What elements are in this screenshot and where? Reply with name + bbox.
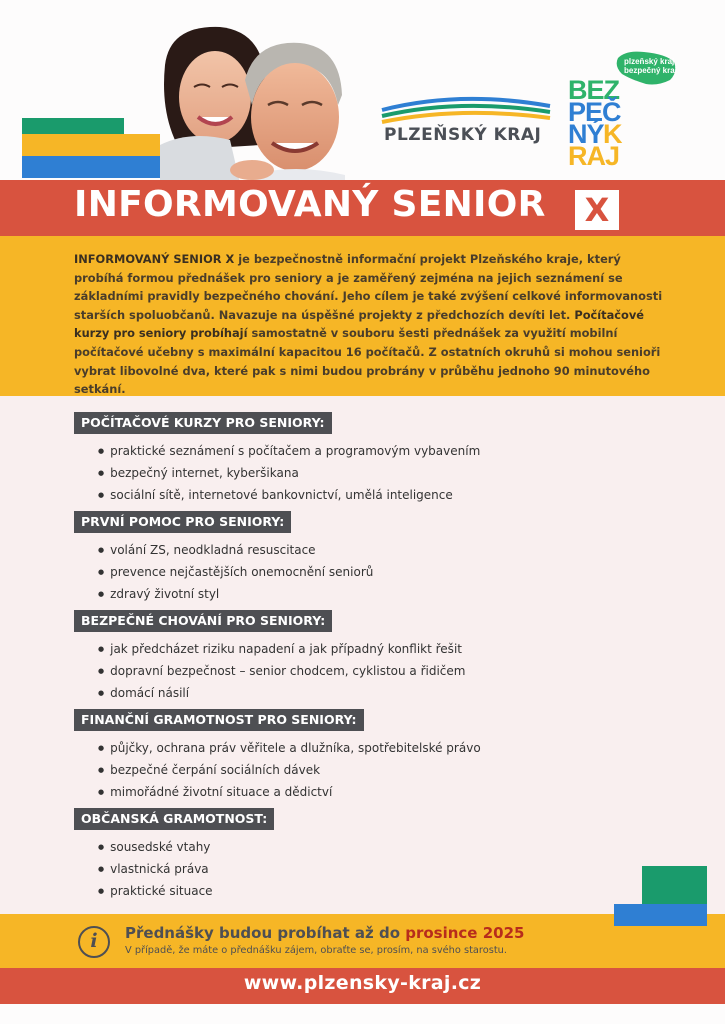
bezpecny-kraj-logo xyxy=(566,50,684,170)
list-item: ● bezpečné čerpání sociálních dávek xyxy=(98,760,481,782)
bezpecny-kraj-tag-2: bezpečný kraj xyxy=(624,66,677,75)
section-safe-behavior xyxy=(74,610,465,705)
list-item: ● dopravní bezpečnost – senior chodcem, cyklistou a řidičem xyxy=(98,661,465,683)
section-computer-courses xyxy=(74,412,480,507)
section-civic-literacy xyxy=(74,808,274,903)
title-x-badge: X xyxy=(575,190,619,230)
info-subtitle: V případě, že máte o přednášku zájem, obraťte se, prosím, na svého starostu. xyxy=(125,945,508,956)
list-item: ● praktické situace xyxy=(98,881,274,903)
intro-paragraph xyxy=(74,250,674,399)
page-title: INFORMOVANÝ SENIOR xyxy=(74,184,546,225)
list-item: ● praktické seznámení s počítačem a programovým vybavením xyxy=(98,441,480,463)
intro-bold-1: INFORMOVANÝ SENIOR X xyxy=(74,252,235,266)
list-item: ● sousedské vtahy xyxy=(98,837,274,859)
section-financial-literacy xyxy=(74,709,481,804)
section-list xyxy=(98,639,465,705)
list-item: ● půjčky, ochrana práv věřitele a dlužníka, spotřebitelské právo xyxy=(98,738,481,760)
decor-block-blue xyxy=(614,904,707,926)
bezpecny-kraj-word-1: BEZ xyxy=(568,75,619,105)
list-item: ● zdravý životní styl xyxy=(98,584,373,606)
info-icon: i xyxy=(78,926,110,958)
list-item: ● volání ZS, neodkladná resuscitace xyxy=(98,540,373,562)
seniors-couple-photo xyxy=(160,25,350,183)
section-list xyxy=(98,837,274,903)
info-title-prefix: Přednášky budou probíhat až do xyxy=(125,924,406,942)
list-item: ● prevence nejčastějších onemocnění seniorů xyxy=(98,562,373,584)
website-link[interactable]: www.plzensky-kraj.cz xyxy=(243,972,482,994)
info-title-highlight: prosince 2025 xyxy=(405,924,525,942)
section-heading: OBČANSKÁ GRAMOTNOST: xyxy=(74,808,274,830)
bezpecny-kraj-word-4: RAJ xyxy=(568,141,620,171)
decor-bar-green xyxy=(22,118,124,134)
section-first-aid xyxy=(74,511,373,606)
bezpecny-kraj-tag-1: plzeňský kraj xyxy=(624,57,675,66)
info-title xyxy=(125,924,524,942)
section-heading: BEZPEČNÉ CHOVÁNÍ PRO SENIORY: xyxy=(74,610,332,632)
bezpecny-kraj-word-2: PEČ xyxy=(568,97,621,127)
section-list xyxy=(98,540,373,606)
plzensky-kraj-logo-text: PLZEŇSKÝ KRAJ xyxy=(384,125,542,145)
bezpecny-kraj-word-3b: K xyxy=(603,119,622,149)
intro-bold-2: Počítačové kurzy pro seniory probíhají xyxy=(74,307,645,341)
decor-block-green xyxy=(642,866,707,904)
section-list xyxy=(98,441,480,507)
list-item: ● domácí násilí xyxy=(98,683,465,705)
list-item: ● bezpečný internet, kyberšikana xyxy=(98,463,480,485)
bezpecny-kraj-word-3a: NÝ xyxy=(568,119,604,149)
section-heading: POČÍTAČOVÉ KURZY PRO SENIORY: xyxy=(74,412,332,434)
list-item: ● vlastnická práva xyxy=(98,859,274,881)
section-heading: FINANČNÍ GRAMOTNOST PRO SENIORY: xyxy=(74,709,364,731)
list-item: ● jak předcházet riziku napadení a jak případný konflikt řešit xyxy=(98,639,465,661)
list-item: ● sociální sítě, internetové bankovnictví, umělá inteligence xyxy=(98,485,480,507)
section-heading: PRVNÍ POMOC PRO SENIORY: xyxy=(74,511,291,533)
list-item: ● mimořádné životní situace a dědictví xyxy=(98,782,481,804)
intro-text-2: samostatně v souboru šesti přednášek za využití mobilní počítačové učebny s maximální kapacitou 16 počítačů. Z ostatních okruhů si mohou senioři vybrat libovolné dva, které pak s nimi budou probrány v průběhu jednoho 90 minutového setkání. xyxy=(74,326,661,397)
section-list xyxy=(98,738,481,804)
intro-text-1: je bezpečnostně informační projekt Plzeňského kraje, který probíhá formou přednášek pro seniory a je zaměřený zejména na jejich seznámení se základními pravidly bezpečného chování. Jeho cílem je také zvýšení celkové informovanosti starších spoluobčanů. Navazuje na úspěšné projekty z předchozích devíti let. xyxy=(74,252,663,322)
